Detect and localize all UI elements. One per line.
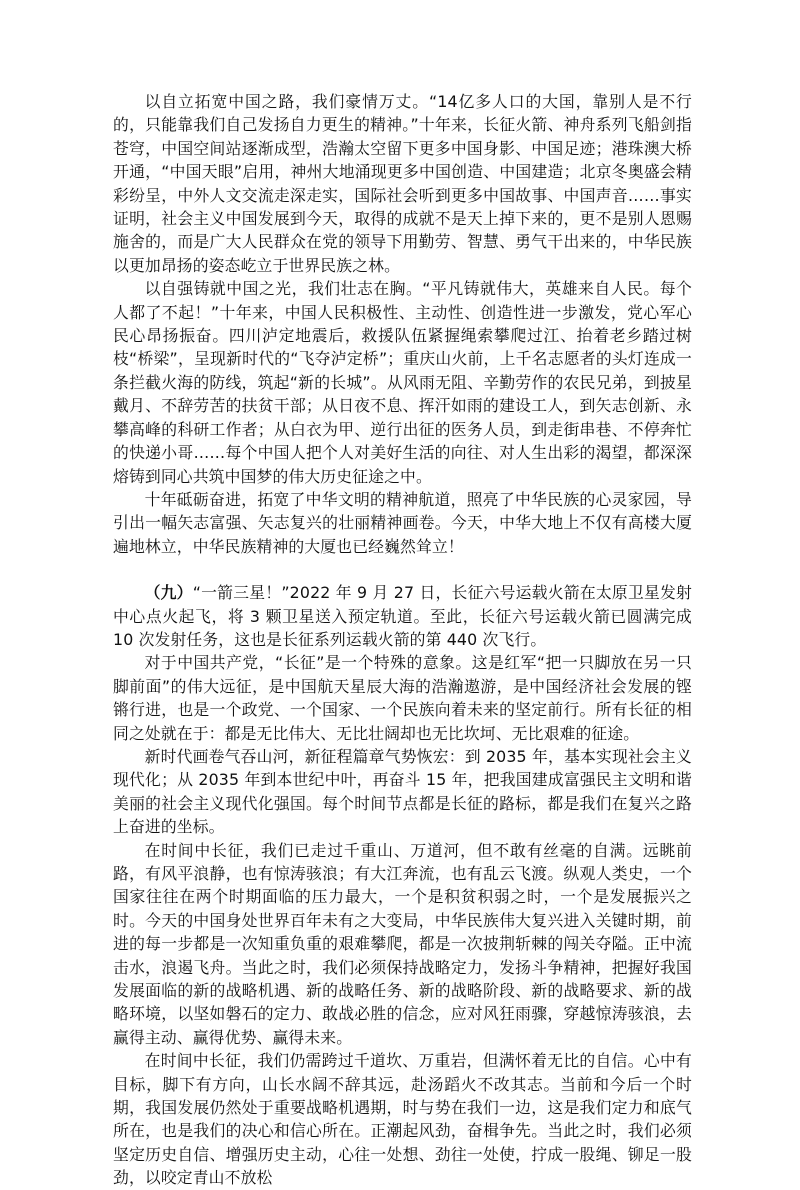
- paragraph-self-reliance: 以自立拓宽中国之路，我们豪情万丈。“14亿多人口的大国，靠别人是不行的，只能靠我们自己发扬自力更生的精神。”十年来，长征火箭、神舟系列飞船剑指苍穹，中国空间站逐渐成型，浩瀚太空留下更多中国身影、中国足迹；港珠澳大桥开通，“中国天眼”启用，神州大地涌现更多中国创造、中国建造；北京冬奥盛会精彩纷呈，中外人文交流走深走实，国际社会听到更多中国故事、中国声音……事实证明，社会主义中国发展到今天，取得的成就不是天上掉下来的，更不是别人恩赐施舍的，而是广大人民群众在党的领导下用勤劳、智慧、勇气干出来的，中华民族以更加昂扬的姿态屹立于世界民族之林。: [113, 92, 692, 275]
- section-essay-8: [113, 90, 692, 558]
- section-essay-9: [113, 581, 692, 1190]
- paragraph-self-strengthening: 以自强铸就中国之光，我们壮志在胸。“平凡铸就伟大，英雄来自人民。每个人都了不起！”十年来，中国人民积极性、主动性、创造性进一步激发，党心军心民心昂扬振奋。四川泸定地震后，救援队伍紧握绳索攀爬过江、抬着老乡踏过树枝“桥梁”，呈现新时代的“飞夺泸定桥”；重庆山火前，上千名志愿者的头灯连成一条拦截火海的防线，筑起“新的长城”。从风雨无阻、辛勤劳作的农民兄弟，到披星戴月、不辞劳苦的扶贫干部；从日夜不息、挥汗如雨的建设工人，到矢志创新、永攀高峰的科研工作者；从白衣为甲、逆行出征的医务人员，到走街串巷、不停奔忙的快递小哥……每个中国人把个人对美好生活的向往、对人生出彩的渴望，都深深熔铸到同心共筑中国梦的伟大历史征途之中。: [113, 279, 692, 486]
- paragraph-lead-text: “一箭三星！”2022 年 9 月 27 日，长征六号运载火箭在太原卫星发射中心点火起飞，将 3 颗卫星送入预定轨道。至此，长征六号运载火箭已圆满完成 10 次发射任务，这也是长征系列运载火箭的第 440 次飞行。: [113, 583, 693, 649]
- paragraph-strategic-focus: 在时间中长征，我们已走过千重山、万道河，但不敢有丝毫的自满。远眺前路，有风平浪静，也有惊涛骇浪；有大江奔流，也有乱云飞渡。纵观人类史，一个国家往往在两个时期面临的压力最大，一个是积贫积弱之时，一个是发展振兴之时。今天的中国身处世界百年未有之大变局，中华民族伟大复兴进入关键时期，前进的每一步都是一次知重负重的艰难攀爬，都是一次披荆斩棘的闯关夺隘。正中流击水，浪遏飞舟。当此之时，我们必须保持战略定力，发扬斗争精神，把握好我国发展面临的新的战略机遇、新的战略任务、新的战略阶段、新的战略要求、新的战略环境，以坚如磐石的定力、敢战必胜的信念，应对风狂雨骤，穿越惊涛骇浪，去赢得主动、赢得优势、赢得未来。: [113, 840, 692, 1047]
- paragraph-decade-summary: 十年砥砺奋进，拓宽了中华文明的精神航道，照亮了中华民族的心灵家园，导引出一幅矢志富强、矢志复兴的壮丽精神画卷。今天，中华大地上不仅有高楼大厦遍地林立，中华民族精神的大厦也已经巍然耸立！: [113, 489, 692, 556]
- paragraph-long-march-meaning: 对于中国共产党，“长征”是一个特殊的意象。这是红军“把一只脚放在另一只脚前面”的伟大远征，是中国航天星辰大海的浩瀚遨游，是中国经济社会发展的铿锵行进，也是一个政党、一个国家、一个民族向着未来的坚定前行。所有长征的相同之处就在于：都是无比伟大、无比壮阔却也无比坎坷、无比艰难的征途。: [113, 653, 692, 743]
- section-number: （九）: [144, 583, 193, 603]
- paragraph-confidence: 在时间中长征，我们仍需跨过千道坎、万重岩，但满怀着无比的自信。心中有目标，脚下有方向，山长水阔不辞其远，赴汤蹈火不改其志。当前和今后一个时期，我国发展仍然处于重要战略机遇期，时与势在我们一边，这是我们定力和底气所在，也是我们的决心和信心所在。正潮起风劲，奋楫争先。当此之时，我们必须坚定历史自信、增强历史主动，心往一处想、劲往一处使，拧成一股绳、铆足一股劲，以咬定青山不放松: [113, 1051, 692, 1188]
- section-gap: [113, 558, 692, 581]
- paragraph-new-era-goals: 新时代画卷气吞山河，新征程篇章气势恢宏：到 2035 年，基本实现社会主义现代化；从 2035 年到本世纪中叶，再奋斗 15 年，把我国建成富强民主文明和谐美丽的社会主义现代化强国。每个时间节点都是长征的路标，都是我们在复兴之路上奋进的坐标。: [113, 746, 692, 837]
- paragraph-one-rocket-three-satellites: [113, 581, 692, 651]
